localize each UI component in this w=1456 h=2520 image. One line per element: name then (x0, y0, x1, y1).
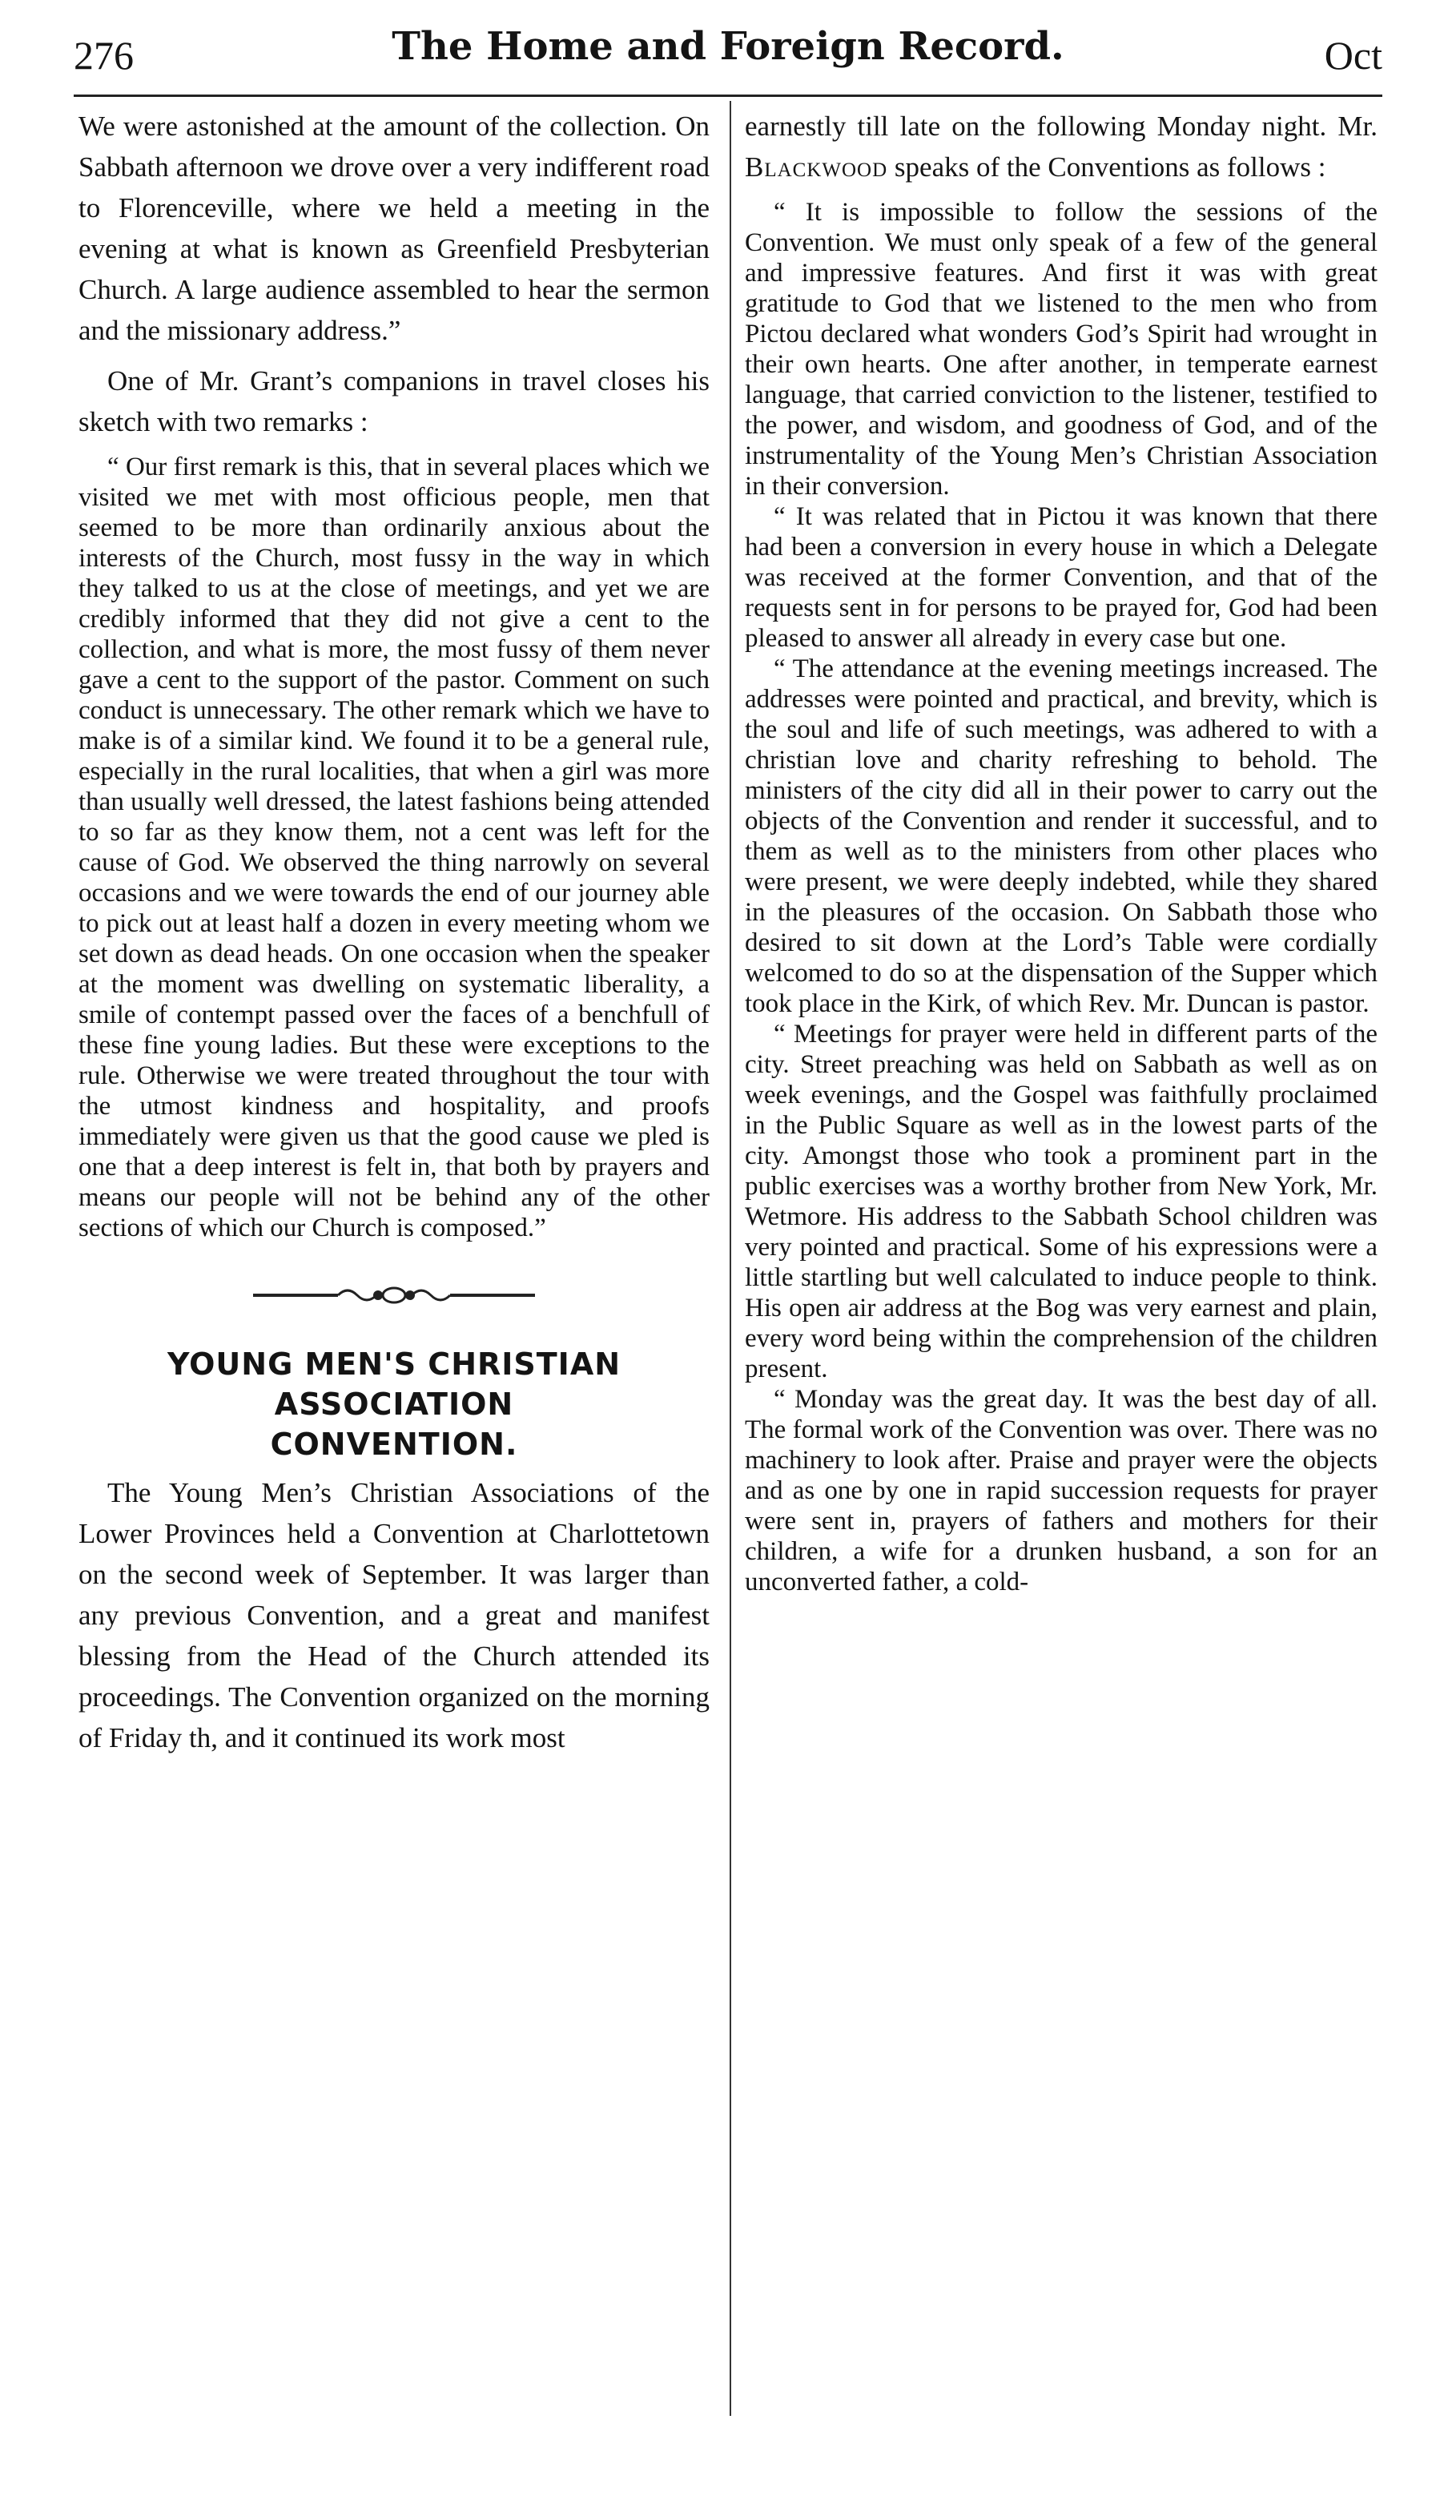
paragraph: The Young Men’s Christian Associations of the Lower Provinces held a Convention at Charlottetown on the second week of September. It was larger than any previous Convention, and a great and manifest blessing from the Head of the Church attended its proceedings. The Convention organized on the morning of Friday th, and it continued its work most (78, 1477, 710, 1753)
journal-title: The Home and Foreign Record. (392, 24, 1064, 69)
paragraph (745, 106, 1378, 187)
left-column (78, 106, 710, 1758)
block-quote: “ Our first remark is this, that in several places which we visited we met with most officious people, men that seemed to be more than ordinarily anxious about the interests of the Church, most fussy in the way in which they talked to us at the close of meetings, and yet we are credibly informed that they did not give a cent to the collection, and what is more, the most fussy of them never gave a cent to the support of the pastor. Comment on such conduct is unnecessary. The other remark which we have to make is of a similar kind. We found it to be a general rule, especially in the rural localities, that when a girl was more than usually well dressed, the latest fashions being attended to so far as they know them, not a cent was left for the cause of God. We observed the thing narrowly on several occasions and we were towards the end of our journey able to pick out at least half a dozen in every meeting whom we set down as dead heads. On one occasion when the speaker at the moment was dwelling on systematic liberality, a smile of contempt passed over the faces of a benchfull of these fine young ladies. But these were exceptions to the rule. Otherwise we were treated throughout the tour with the utmost kindness and hospitality, and proofs immediately were given us that the good cause we pled is one that a deep interest is felt in, that both by prayers and means our people will not be behind any of the other sections of which our Church is composed.” (78, 453, 710, 1242)
paragraph: We were astonished at the amount of the collection. On Sabbath afternoon we drove over a very indifferent road to Florenceville, where we held a meeting in the evening at what is known as Greenfield Presbyterian Church. A large audience assembled to hear the sermon and the missionary address.” (78, 111, 710, 346)
quote-paragraph: “ Monday was the great day. It was the best day of all. The formal work of the Convention was over. There was no machinery to look after. Praise and prayer were the objects and as one by one in rapid succession requests for prayer were sent in, prayers of fathers and mothers for their children, a wife for a drunken husband, a son for an unconverted father, a cold- (745, 1385, 1378, 1596)
page-header (74, 24, 1382, 93)
header-rule (74, 95, 1382, 97)
quote-paragraph: “ It was related that in Pictou it was known that there had been a conversion in every house in which a Delegate was received at the former Convention, and that of the requests sent in for persons to be prayed for, God had been pleased to answer all already in every case but one. (745, 502, 1378, 653)
author-name: Blackwood (745, 151, 888, 183)
intro-rest: speaks of the Conventions as follows : (894, 151, 1326, 183)
ornament-divider (78, 1267, 710, 1323)
quote-paragraph: “ It is impossible to follow the sessions of the Convention. We must only speak of a few of the general and impressive features. And first it was with great gratitude to God that we listened to the men who from Pictou declared what wonders God’s Spirit had wrought in their own hearts. One after another, in temperate earnest language, that carried conviction to the listener, testified to the power, and wisdom, and goodness of God, and of the instrumentality of the Young Men’s Christian Association in their conversion. (745, 198, 1378, 501)
right-column (745, 106, 1378, 1597)
page-number: 276 (74, 33, 134, 78)
section-heading-line: YOUNG MEN'S CHRISTIAN ASSOCIATION (167, 1347, 621, 1422)
intro-text: earnestly till late on the following Monday night. Mr. (745, 111, 1378, 142)
quote-paragraph: “ Meetings for prayer were held in different parts of the city. Street preaching was held on Sabbath as well as on week evenings, and the Gospel was faithfully proclaimed in the Public Square as well as in the lowest parts of the city. Amongst those who took a prominent part in the public exercises was a worthy brother from New York, Mr. Wetmore. His address to the Sabbath School children was very pointed and practical. Some of his expressions were a little startling but well calculated to induce people to think. His open air address at the Bog was very earnest and plain, every word being within the comprehension of the children present. (745, 1020, 1378, 1383)
column-divider (730, 101, 731, 2416)
month-label: Oct (1324, 33, 1382, 78)
quote-paragraph: “ The attendance at the evening meetings increased. The addresses were pointed and practical, and brevity, which is the soul and life of such meetings, was adhered to with a christian love and charity refreshing to behold. The ministers of the city did all in their power to carry out the objects of the Convention and render it successful, and to them as well as to the ministers from other places who were present, we were deeply indebted, while they shared in the pleasures of the occasion. On Sabbath those who desired to sit down at the Lord’s Table were cordially welcomed to do so at the dispensation of the Supper which took place in the Kirk, of which Rev. Mr. Duncan is pastor. (745, 654, 1378, 1018)
section-heading (78, 1344, 710, 1464)
paragraph: One of Mr. Grant’s companions in travel closes his sketch with two remarks : (78, 365, 710, 437)
section-heading-line: CONVENTION. (270, 1427, 518, 1462)
